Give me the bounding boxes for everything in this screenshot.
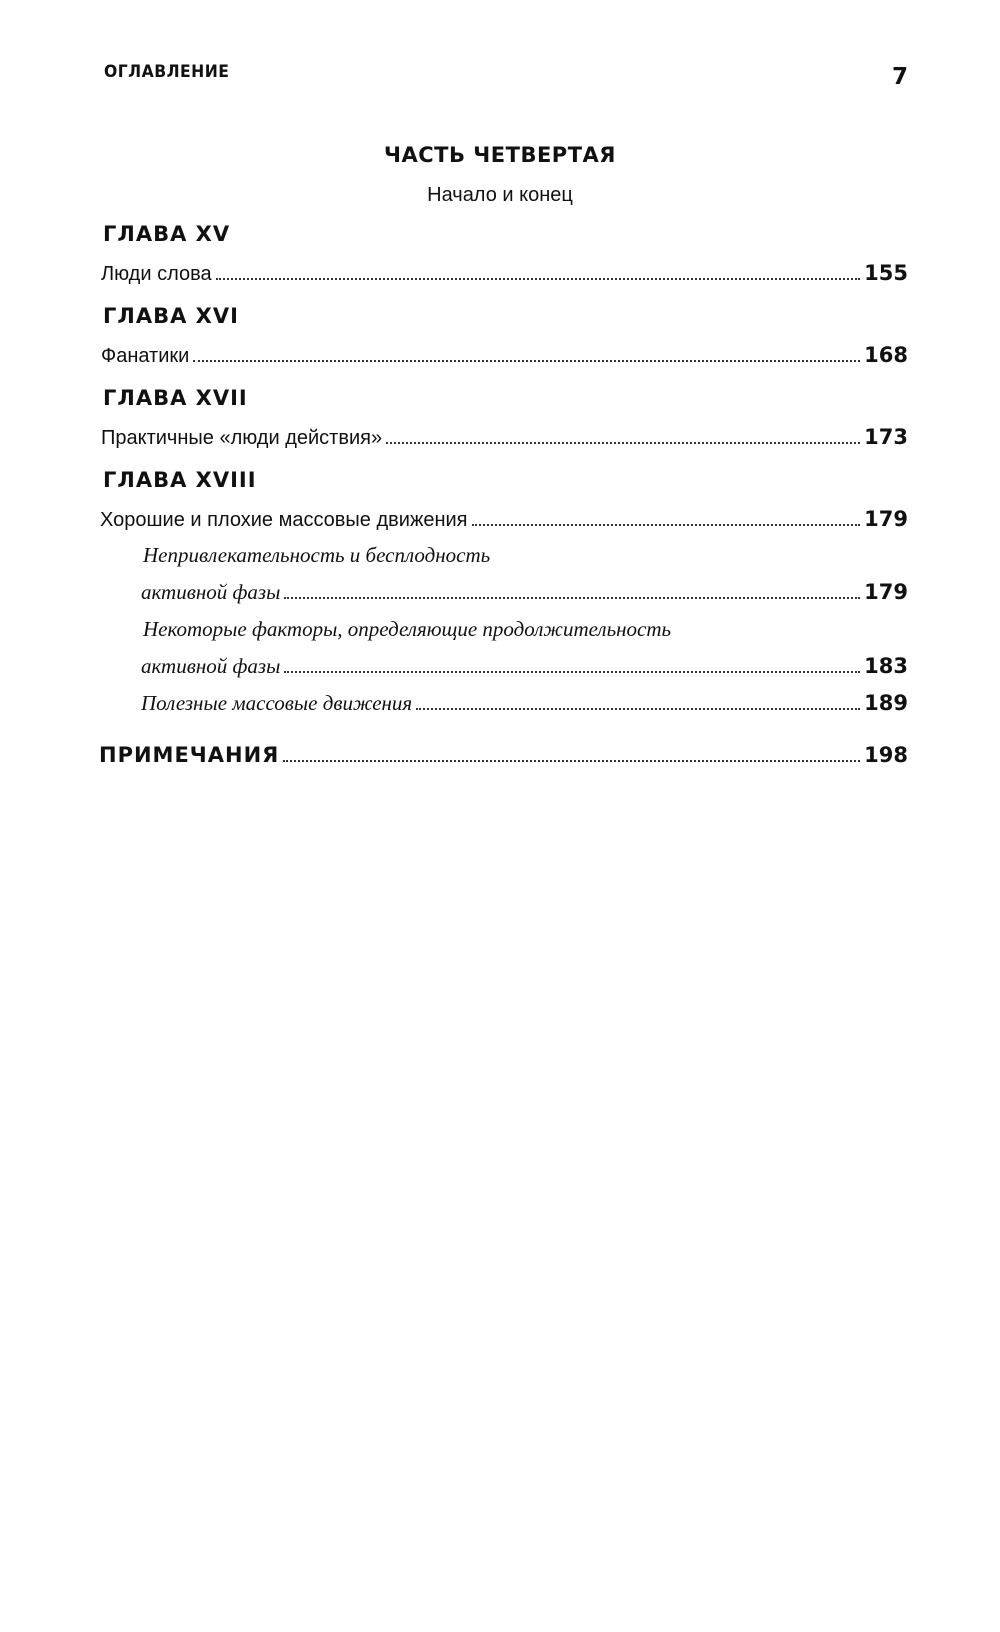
chapter-heading: ГЛАВА XVIII xyxy=(103,468,257,492)
toc-entry[interactable] xyxy=(101,343,908,368)
toc-entry[interactable] xyxy=(101,425,908,450)
toc-entry-title: Полезные массовые движения xyxy=(141,691,413,715)
toc-entry-title: активной фазы xyxy=(141,580,281,604)
toc-entry-page: 155 xyxy=(864,261,908,285)
toc-entry-page: 189 xyxy=(864,691,908,715)
toc-entry-title: активной фазы xyxy=(141,654,281,678)
toc-entry-page: 179 xyxy=(864,507,908,531)
chapter-heading: ГЛАВА XVII xyxy=(103,386,248,410)
dot-leader xyxy=(284,670,860,673)
dot-leader xyxy=(386,441,860,444)
toc-entry[interactable] xyxy=(101,261,908,286)
dot-leader xyxy=(416,707,860,710)
toc-entry-title: Люди слова xyxy=(101,263,212,285)
toc-subentry[interactable] xyxy=(141,654,908,679)
toc-entry-notes[interactable] xyxy=(99,743,908,767)
running-head: ОГЛАВЛЕНИЕ xyxy=(104,62,230,82)
toc-entry-page: 198 xyxy=(864,743,908,767)
notes-title: ПРИМЕЧАНИЯ xyxy=(99,743,280,767)
part-title: ЧАСТЬ ЧЕТВЕРТАЯ xyxy=(384,143,616,167)
page-number: 7 xyxy=(891,64,908,90)
chapter-heading: ГЛАВА XV xyxy=(103,222,231,246)
part-subtitle: Начало и конец xyxy=(427,184,573,206)
chapter-heading: ГЛАВА XVI xyxy=(103,304,239,328)
toc-subentry[interactable] xyxy=(141,580,908,605)
toc-entry-title: Практичные «люди действия» xyxy=(101,427,383,449)
dot-leader xyxy=(193,359,860,362)
toc-entry-page: 173 xyxy=(864,425,908,449)
dot-leader xyxy=(472,523,861,526)
toc-entry-page: 168 xyxy=(864,343,908,367)
toc-entry-title: Хорошие и плохие массовые движения xyxy=(100,509,468,531)
toc-subentry-line[interactable]: Некоторые факторы, определяющие продолжительность xyxy=(143,617,672,641)
toc-entry-page: 183 xyxy=(864,654,908,678)
toc-subentry[interactable] xyxy=(141,691,908,716)
toc-subentry-line[interactable]: Непривлекательность и бесплодность xyxy=(143,543,491,567)
toc-entry-title: Фанатики xyxy=(101,345,190,367)
dot-leader xyxy=(284,596,860,599)
toc-entry[interactable] xyxy=(100,507,908,532)
dot-leader xyxy=(283,759,860,762)
toc-entry-page: 179 xyxy=(864,580,908,604)
dot-leader xyxy=(216,277,861,280)
